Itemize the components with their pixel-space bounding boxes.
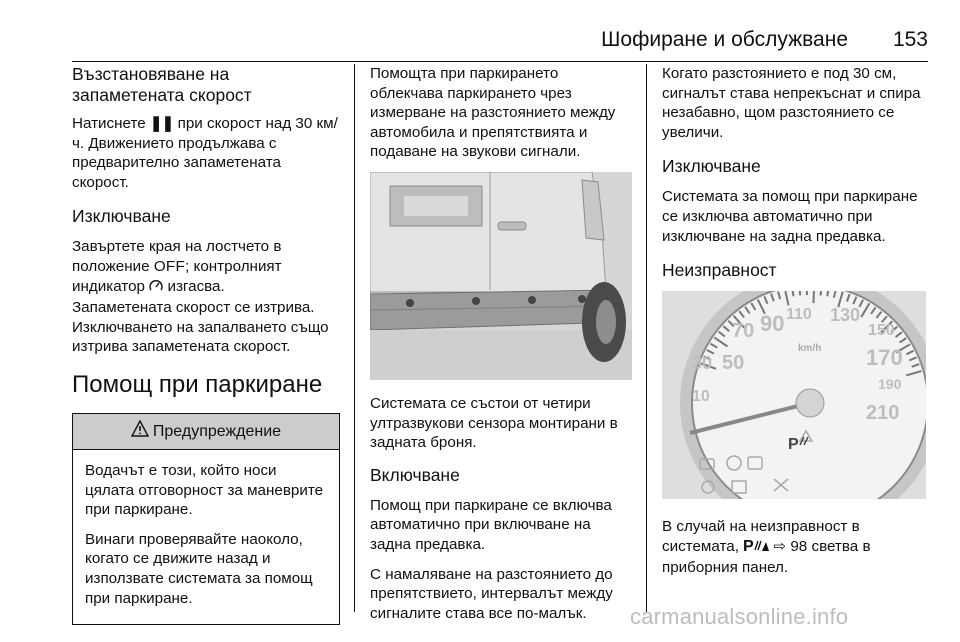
gauge-tick (799, 291, 800, 295)
cruise-control-icon (149, 279, 163, 299)
warning-triangle-icon (131, 420, 149, 443)
paragraph-four-sensors: Системата се състои от четири ултразвукови сензора монтирани в задната броня. (370, 394, 618, 452)
heading-fault: Неизправност (662, 260, 777, 281)
paragraph-cruise-off: Завъртете края на лостчето в положение OFF; контролният индикатор изгасва. (72, 237, 340, 298)
gauge-label-50: 50 (722, 352, 745, 375)
heading-parking-off: Изключване (662, 156, 761, 177)
column-2 (370, 64, 632, 633)
column-1 (72, 64, 340, 625)
paragraph-below-30cm: Когато разстоянието е под 30 см, сигналът става непрекъснат и спира незабавно, щом разстоянието се увеличи. (662, 65, 921, 141)
warning-header (73, 414, 339, 450)
gauge-label-kmh: km/h (798, 343, 822, 355)
parking-assist-fault-icon (743, 537, 769, 559)
rear-bumper-photo (370, 172, 632, 380)
heading-switch-on: Включване (370, 464, 460, 485)
heading-restore-speed: Възстановяване на запаметената скорост (72, 64, 252, 105)
paragraph-interval: С намаляване на разстоянието до препятствието, интервалът между сигналите става все по-малък. (370, 565, 613, 622)
paragraph-parking-intro: Помощта при паркирането облекчава паркирането чрез измерване на разстоянието между автомобила и препятствията и подаване на звукови сигнали. (370, 65, 616, 161)
gauge-label-170: 170 (866, 345, 903, 371)
svg-text:P: P (788, 436, 799, 454)
warning-box (72, 413, 340, 625)
gauge-label-210: 210 (866, 402, 900, 425)
warning-paragraph-2: Винаги проверявайте наоколо, когато се движите назад и използвате системата за помощ при паркиране. (85, 530, 313, 607)
page-reference[interactable]: 98 (790, 537, 808, 555)
page-header (72, 22, 928, 62)
heading-cruise-off: Изключване (72, 206, 171, 227)
gauge-label-190: 190 (878, 376, 902, 393)
gauge-label-130: 130 (830, 305, 861, 326)
gauge-tick (827, 291, 828, 296)
gauge-label-110: 110 (786, 306, 812, 324)
off-position-label: OFF (153, 257, 186, 275)
page-reference-arrow-icon: ⇨ (773, 537, 787, 555)
warning-body (73, 450, 339, 624)
svg-text:P: P (743, 537, 754, 553)
gauge-tick (821, 291, 822, 296)
header-rule (72, 61, 928, 62)
gauge-label-30: 30 (692, 353, 713, 374)
paragraph-fault: В случай на неизправност в системата, P ⇨ 98 светва в приборния панел. (662, 518, 871, 577)
speedometer-image (662, 291, 926, 499)
column-3 (662, 64, 928, 588)
pause-button-icon: ❚❚ (149, 115, 174, 132)
column-divider-2 (646, 64, 647, 612)
gauge-tick (792, 291, 793, 296)
page-number: 153 (892, 28, 928, 51)
section-title: Шофиране и обслужване (601, 28, 848, 51)
paragraph-switch-on: Помощ при паркиране се включва автоматично при включване на задна предавка. (370, 496, 612, 553)
paragraph-speed-erased: Запаметената скорост се изтрива. Изключването на запалването също изтрива запаметената скорост. (72, 299, 329, 356)
column-divider-1 (354, 64, 355, 612)
gauge-label-90: 90 (760, 311, 785, 337)
gauge-label-70: 70 (732, 320, 755, 343)
gauge-label-10: 10 (692, 388, 710, 406)
warning-paragraph-1: Водачът е този, който носи цялата отговорност за маневрите при паркиране. (85, 461, 324, 519)
watermark: carmanualsonline.info (630, 604, 849, 629)
paragraph-parking-off: Системата за помощ при паркиране се изключва автоматично при изключване на задна предавка. (662, 188, 918, 245)
gauge-label-150: 150 (868, 322, 895, 340)
heading-parking-assist: Помощ при паркиране (72, 370, 323, 398)
warning-title: Предупреждение (152, 422, 282, 440)
paragraph-restore: Натиснете ❚❚ при скорост над 30 км/ч. Движението продължава с предварително запаметената скорост. (72, 115, 338, 191)
gauge-tick (813, 291, 814, 303)
